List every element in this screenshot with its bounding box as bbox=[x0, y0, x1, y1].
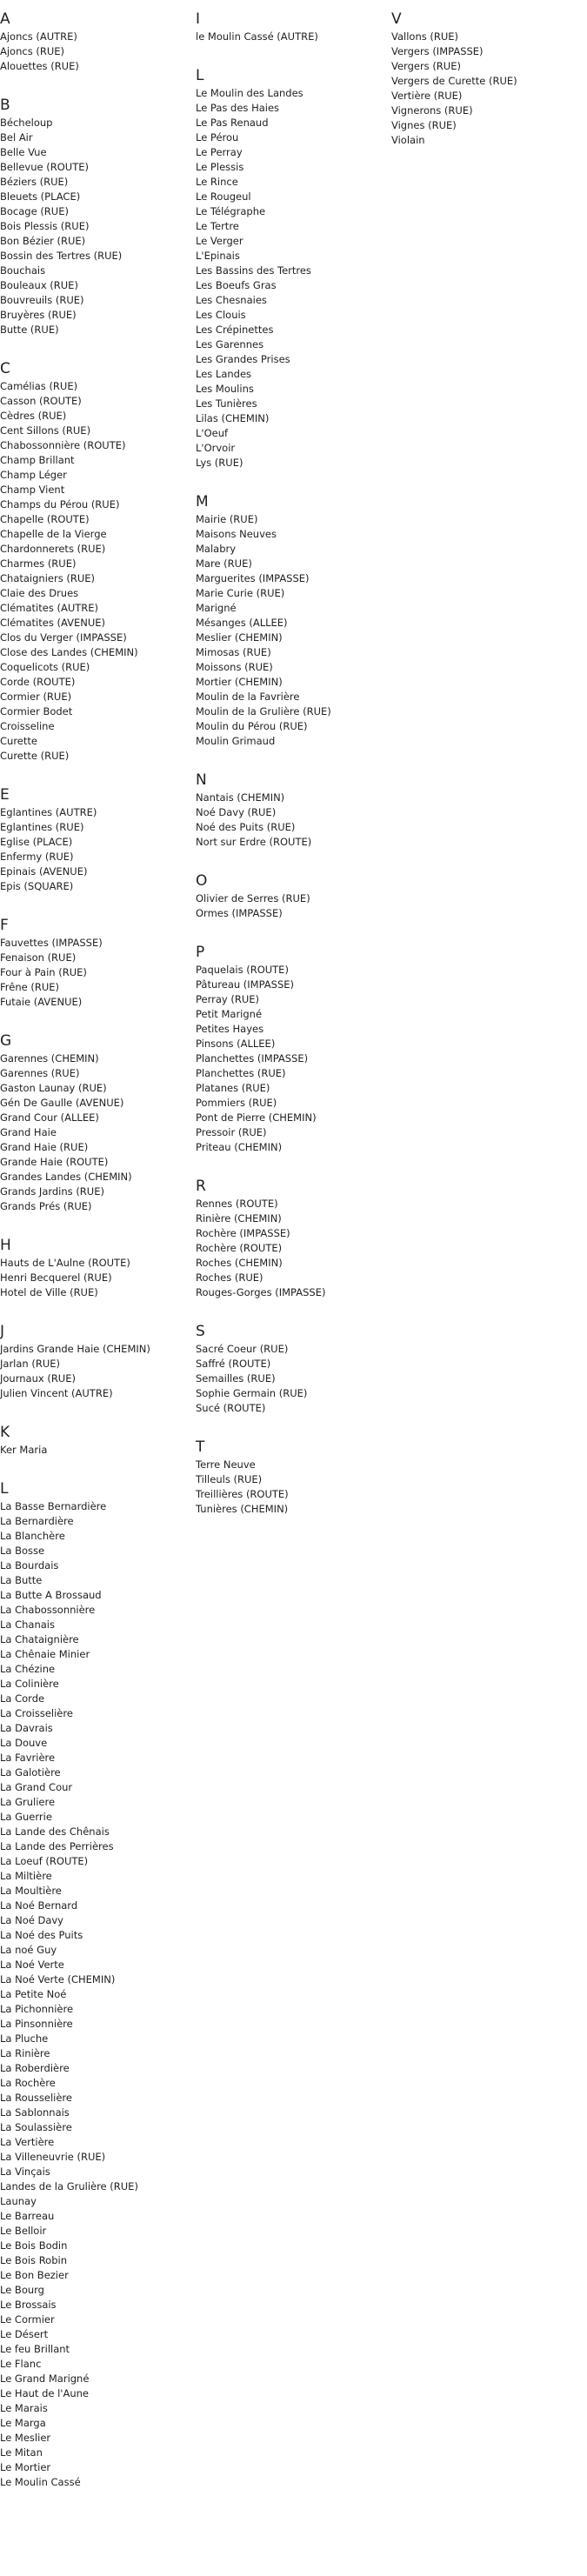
street-link[interactable]: La Pichonnière bbox=[0, 2003, 74, 2015]
street-list bbox=[0, 936, 196, 1010]
letter-section bbox=[0, 1424, 196, 1458]
street-link[interactable]: Le Plessis bbox=[196, 161, 244, 173]
street-list bbox=[196, 791, 391, 850]
letter-section bbox=[0, 1480, 196, 2490]
street-link[interactable]: Le Bon Bezier bbox=[0, 2269, 69, 2281]
section-letter-heading: K bbox=[0, 1424, 10, 1441]
street-link[interactable]: Bossin des Tertres (RUE) bbox=[0, 250, 123, 262]
street-link[interactable]: La Davrais bbox=[0, 1722, 53, 1734]
letter-section bbox=[196, 67, 391, 470]
street-list bbox=[0, 1256, 196, 1300]
street-link[interactable]: Les Crépinettes bbox=[196, 324, 274, 336]
street-link[interactable]: Ajoncs (RUE) bbox=[0, 45, 65, 57]
street-link[interactable]: La Noé Verte bbox=[0, 1959, 64, 1971]
letter-section bbox=[391, 10, 587, 148]
street-link[interactable]: Vergers (IMPASSE) bbox=[391, 45, 484, 57]
street-link[interactable]: Eglantines (RUE) bbox=[0, 821, 84, 833]
street-link[interactable]: Violain bbox=[391, 134, 425, 146]
street-link[interactable]: La Butte bbox=[0, 1574, 43, 1586]
street-link[interactable]: Clématites (AVENUE) bbox=[0, 617, 106, 629]
street-link[interactable]: Bleuets (PLACE) bbox=[0, 190, 81, 203]
street-link[interactable]: Garennes (CHEMIN) bbox=[0, 1052, 99, 1064]
street-link[interactable]: Launay bbox=[0, 2195, 37, 2207]
street-link[interactable]: Cent Sillons (RUE) bbox=[0, 424, 91, 437]
street-link[interactable]: Cormier Bodet bbox=[0, 705, 73, 717]
street-link[interactable]: Planchettes (RUE) bbox=[196, 1067, 286, 1079]
street-index-column-3 bbox=[391, 10, 587, 170]
street-link[interactable]: Chardonnerets (RUE) bbox=[0, 543, 106, 555]
street-link[interactable]: Les Boeufs Gras bbox=[196, 279, 277, 291]
street-list bbox=[0, 116, 196, 337]
street-link[interactable]: Mare (RUE) bbox=[196, 557, 252, 570]
street-link[interactable]: Pinsons (ALLEE) bbox=[196, 1038, 276, 1050]
street-link[interactable]: Ajoncs (AUTRE) bbox=[0, 30, 77, 43]
street-link[interactable]: La Gruliere bbox=[0, 1796, 56, 1808]
section-letter-heading: R bbox=[196, 1178, 206, 1195]
street-link[interactable]: Enfermy (RUE) bbox=[0, 851, 74, 863]
street-link[interactable]: Hauts de L'Aulne (ROUTE) bbox=[0, 1257, 130, 1269]
street-link[interactable]: Epinais (AVENUE) bbox=[0, 865, 88, 878]
street-link[interactable]: La Chabossonnière bbox=[0, 1604, 96, 1616]
street-link[interactable]: Pressoir (RUE) bbox=[196, 1126, 267, 1138]
street-link[interactable]: La Pinsonnière bbox=[0, 2018, 73, 2030]
street-link[interactable]: Camélias (RUE) bbox=[0, 380, 78, 392]
street-link[interactable]: Perray (RUE) bbox=[196, 993, 260, 1005]
street-link[interactable]: Béziers (RUE) bbox=[0, 176, 69, 188]
street-link[interactable]: La Vinçais bbox=[0, 2166, 50, 2178]
street-link[interactable]: Gén De Gaulle (AVENUE) bbox=[0, 1097, 124, 1109]
street-link[interactable]: La Sablonnais bbox=[0, 2106, 70, 2119]
section-letter-heading: V bbox=[391, 10, 402, 28]
street-link[interactable]: La Lande des Chênais bbox=[0, 1825, 110, 1838]
street-link[interactable]: Lilas (CHEMIN) bbox=[196, 412, 270, 424]
street-link[interactable]: Bruyères (RUE) bbox=[0, 309, 77, 321]
street-link[interactable]: Mimosas (RUE) bbox=[196, 646, 271, 658]
street-link[interactable]: Treillières (ROUTE) bbox=[196, 1488, 289, 1500]
street-link[interactable]: La Favrière bbox=[0, 1752, 56, 1764]
street-link[interactable]: Priteau (CHEMIN) bbox=[196, 1141, 283, 1153]
street-link[interactable]: La Butte A Brossaud bbox=[0, 1589, 102, 1601]
street-link[interactable]: La Noé des Puits bbox=[0, 1929, 83, 1941]
street-link[interactable]: La Lande des Perrières bbox=[0, 1840, 114, 1852]
street-link[interactable]: L'Epinais bbox=[196, 250, 240, 262]
street-link[interactable]: Croisseline bbox=[0, 720, 55, 732]
street-link[interactable]: La Bosse bbox=[0, 1545, 45, 1557]
street-link[interactable]: La Colinière bbox=[0, 1678, 59, 1690]
letter-section bbox=[0, 1032, 196, 1214]
street-link[interactable]: Hotel de Ville (RUE) bbox=[0, 1286, 98, 1298]
street-link[interactable]: Chabossonnière (ROUTE) bbox=[0, 439, 126, 451]
street-link[interactable]: Moulin du Pérou (RUE) bbox=[196, 720, 308, 732]
section-letter-heading: C bbox=[0, 360, 10, 377]
street-link[interactable]: La Pluche bbox=[0, 2032, 49, 2045]
street-list bbox=[196, 1342, 391, 1416]
street-link[interactable]: Le Haut de l'Aune bbox=[0, 2387, 89, 2399]
street-link[interactable]: La Corde bbox=[0, 1692, 45, 1705]
street-link[interactable]: La Chanais bbox=[0, 1618, 55, 1631]
street-link[interactable]: La Chênaie Minier bbox=[0, 1648, 90, 1660]
street-link[interactable]: Paquelais (ROUTE) bbox=[196, 964, 289, 976]
street-link[interactable]: Planchettes (IMPASSE) bbox=[196, 1052, 309, 1064]
street-link[interactable]: Claie des Drues bbox=[0, 587, 79, 599]
street-link[interactable]: Le Rince bbox=[196, 176, 238, 188]
letter-section bbox=[0, 917, 196, 1010]
street-link[interactable]: Grand Haie bbox=[0, 1126, 57, 1138]
street-link[interactable]: Les Garennes bbox=[196, 338, 264, 350]
street-link[interactable]: Le Bois Bodin bbox=[0, 2239, 68, 2252]
street-link[interactable]: Pont de Pierre (CHEMIN) bbox=[196, 1111, 317, 1124]
street-link[interactable]: La Blanchère bbox=[0, 1530, 65, 1542]
street-link[interactable]: La Noé Verte (CHEMIN) bbox=[0, 1973, 116, 1985]
street-link[interactable]: Champ Brillant bbox=[0, 454, 75, 466]
street-link[interactable]: Le Mitan bbox=[0, 2446, 43, 2459]
street-link[interactable]: Clos du Verger (IMPASSE) bbox=[0, 631, 127, 644]
letter-section bbox=[196, 1438, 391, 1517]
street-list bbox=[0, 1499, 196, 2490]
street-link[interactable]: L'Oeuf bbox=[196, 427, 229, 439]
street-link[interactable]: Les Tunières bbox=[196, 397, 257, 410]
street-link[interactable]: Ormes (IMPASSE) bbox=[196, 907, 283, 919]
street-link[interactable]: Futaie (AVENUE) bbox=[0, 996, 83, 1008]
street-link[interactable]: Grande Haie (ROUTE) bbox=[0, 1156, 109, 1168]
street-link[interactable]: Bouchais bbox=[0, 264, 46, 277]
letter-section bbox=[0, 1237, 196, 1300]
street-link[interactable]: Rennes (ROUTE) bbox=[196, 1198, 278, 1210]
section-letter-heading: M bbox=[196, 493, 209, 511]
street-link[interactable]: Bécheloup bbox=[0, 117, 53, 129]
street-link[interactable]: Cèdres (RUE) bbox=[0, 410, 67, 422]
street-link[interactable]: Le Moulin des Landes bbox=[196, 87, 304, 99]
street-link[interactable]: Semailles (RUE) bbox=[196, 1372, 276, 1385]
section-letter-heading: E bbox=[0, 786, 10, 804]
street-link[interactable]: Curette (RUE) bbox=[0, 750, 70, 762]
street-list bbox=[0, 1051, 196, 1214]
street-link[interactable]: Nantais (CHEMIN) bbox=[196, 791, 285, 804]
street-link[interactable]: Gaston Launay (RUE) bbox=[0, 1082, 107, 1094]
street-link[interactable]: Epis (SQUARE) bbox=[0, 880, 74, 892]
letter-section bbox=[0, 360, 196, 764]
street-link[interactable]: Frêne (RUE) bbox=[0, 981, 59, 993]
section-letter-heading: F bbox=[0, 917, 9, 934]
street-link[interactable]: Mortier (CHEMIN) bbox=[196, 676, 283, 688]
street-link[interactable]: Chapelle (ROUTE) bbox=[0, 513, 90, 525]
street-list bbox=[0, 30, 196, 74]
street-link[interactable]: Le Marais bbox=[0, 2402, 48, 2414]
street-link[interactable]: Champs du Pérou (RUE) bbox=[0, 498, 120, 511]
street-link[interactable]: Le feu Brillant bbox=[0, 2343, 70, 2355]
street-link[interactable]: La Rousselière bbox=[0, 2092, 72, 2104]
street-link[interactable]: Le Verger bbox=[196, 235, 243, 247]
letter-section bbox=[196, 10, 391, 44]
street-link[interactable]: Bocage (RUE) bbox=[0, 205, 69, 217]
street-link[interactable]: La Galotière bbox=[0, 1766, 61, 1779]
street-link[interactable]: Platanes (RUE) bbox=[196, 1082, 270, 1094]
street-link[interactable]: La Chataignière bbox=[0, 1633, 79, 1645]
street-link[interactable]: Maisons Neuves bbox=[196, 528, 277, 540]
street-link[interactable]: La Croisselière bbox=[0, 1707, 73, 1719]
street-link[interactable]: L'Orvoir bbox=[196, 442, 236, 454]
street-link[interactable]: Mésanges (ALLEE) bbox=[196, 617, 288, 629]
street-link[interactable]: La noé Guy bbox=[0, 1944, 57, 1956]
street-link[interactable]: Tilleuls (RUE) bbox=[196, 1473, 263, 1485]
street-link[interactable]: Rochère (IMPASSE) bbox=[196, 1227, 290, 1239]
street-link[interactable]: Eglise (PLACE) bbox=[0, 836, 73, 848]
street-link[interactable]: Mairie (RUE) bbox=[196, 513, 258, 525]
street-link[interactable]: Le Brossais bbox=[0, 2299, 57, 2311]
street-link[interactable]: La Douve bbox=[0, 1737, 48, 1749]
street-list bbox=[196, 86, 391, 470]
street-link[interactable]: Marigné bbox=[196, 602, 237, 614]
street-link[interactable]: Moulin Grimaud bbox=[196, 735, 276, 747]
street-link[interactable]: Bouvreuils (RUE) bbox=[0, 294, 84, 306]
street-link[interactable]: Jarlan (RUE) bbox=[0, 1358, 60, 1370]
section-letter-heading: L bbox=[0, 1480, 9, 1498]
street-list bbox=[196, 1197, 391, 1300]
street-list bbox=[0, 805, 196, 894]
street-link[interactable]: Eglantines (AUTRE) bbox=[0, 806, 97, 818]
street-link[interactable]: Champ Léger bbox=[0, 469, 67, 481]
street-link[interactable]: Le Perray bbox=[196, 146, 243, 158]
street-link[interactable]: Le Pas des Haies bbox=[196, 102, 280, 114]
street-link[interactable]: La Moultière bbox=[0, 1885, 62, 1897]
street-link[interactable]: La Basse Bernardière bbox=[0, 1500, 107, 1512]
street-link[interactable]: La Roberdière bbox=[0, 2062, 70, 2074]
street-link[interactable]: Grands Jardins (RUE) bbox=[0, 1185, 104, 1198]
street-link[interactable]: Cormier (RUE) bbox=[0, 691, 72, 703]
street-link[interactable]: Belle Vue bbox=[0, 146, 47, 158]
letter-section bbox=[196, 944, 391, 1155]
street-link[interactable]: Grandes Landes (CHEMIN) bbox=[0, 1171, 132, 1183]
street-link[interactable]: Marie Curie (RUE) bbox=[196, 587, 285, 599]
street-link[interactable]: Rouges-Gorges (IMPASSE) bbox=[196, 1286, 326, 1298]
street-link[interactable]: Sucé (ROUTE) bbox=[196, 1402, 266, 1414]
letter-section bbox=[0, 10, 196, 74]
street-link[interactable]: Rinière (CHEMIN) bbox=[196, 1212, 282, 1225]
street-link[interactable]: Nort sur Erdre (ROUTE) bbox=[196, 836, 312, 848]
street-list bbox=[196, 891, 391, 921]
letter-section bbox=[196, 771, 391, 850]
section-letter-heading: J bbox=[0, 1323, 5, 1340]
section-letter-heading: S bbox=[196, 1323, 205, 1340]
street-link[interactable]: Grand Cour (ALLEE) bbox=[0, 1111, 99, 1124]
street-link[interactable]: Marguerites (IMPASSE) bbox=[196, 572, 310, 584]
street-link[interactable]: Meslier (CHEMIN) bbox=[196, 631, 283, 644]
street-link[interactable]: Vignerons (RUE) bbox=[391, 104, 473, 117]
street-link[interactable]: Le Désert bbox=[0, 2328, 49, 2340]
street-list bbox=[196, 512, 391, 749]
street-link[interactable]: La Noé Bernard bbox=[0, 1899, 78, 1912]
street-link[interactable]: Noé Davy (RUE) bbox=[196, 806, 277, 818]
street-link[interactable]: Butte (RUE) bbox=[0, 324, 59, 336]
street-link[interactable]: Le Belloir bbox=[0, 2225, 47, 2237]
street-link[interactable]: Landes de la Grulière (RUE) bbox=[0, 2180, 138, 2192]
street-link[interactable]: Le Bois Robin bbox=[0, 2254, 67, 2266]
street-link[interactable]: Clématites (AUTRE) bbox=[0, 602, 99, 614]
street-link[interactable]: Malabry bbox=[196, 543, 237, 555]
street-link[interactable]: Roches (CHEMIN) bbox=[196, 1257, 283, 1269]
section-letter-heading: G bbox=[0, 1032, 12, 1050]
street-link[interactable]: Le Mortier bbox=[0, 2461, 51, 2473]
street-link[interactable]: Moulin de la Grulière (RUE) bbox=[196, 705, 331, 717]
street-link[interactable]: Les Moulins bbox=[196, 383, 254, 395]
street-link[interactable]: Petit Marigné bbox=[196, 1008, 263, 1020]
letter-section bbox=[196, 1323, 391, 1416]
section-letter-heading: I bbox=[196, 10, 201, 28]
street-link[interactable]: Pommiers (RUE) bbox=[196, 1097, 277, 1109]
letter-section bbox=[0, 1323, 196, 1401]
street-list bbox=[196, 1458, 391, 1517]
street-link[interactable]: Les Landes bbox=[196, 368, 252, 380]
street-link[interactable]: Le Moulin Cassé bbox=[0, 2476, 81, 2488]
section-letter-heading: B bbox=[0, 97, 10, 114]
letter-section bbox=[196, 1178, 391, 1300]
street-link[interactable]: Curette bbox=[0, 735, 37, 747]
street-link[interactable]: Chapelle de la Vierge bbox=[0, 528, 107, 540]
street-list bbox=[0, 1443, 196, 1458]
street-link[interactable]: Le Cormier bbox=[0, 2313, 55, 2326]
street-link[interactable]: Le Rougeul bbox=[196, 190, 251, 203]
street-link[interactable]: Vergers de Curette (RUE) bbox=[391, 75, 517, 87]
street-link[interactable]: Julien Vincent (AUTRE) bbox=[0, 1387, 113, 1399]
street-link[interactable]: Grand Haie (RUE) bbox=[0, 1141, 89, 1153]
street-link[interactable]: La Rinière bbox=[0, 2047, 50, 2059]
street-link[interactable]: Le Meslier bbox=[0, 2432, 51, 2444]
street-link[interactable]: La Grand Cour bbox=[0, 1781, 73, 1793]
street-link[interactable]: Roches (RUE) bbox=[196, 1271, 263, 1284]
street-link[interactable]: Bois Plessis (RUE) bbox=[0, 220, 90, 232]
street-link[interactable]: Petites Hayes bbox=[196, 1023, 264, 1035]
street-link[interactable]: Close des Landes (CHEMIN) bbox=[0, 646, 138, 658]
street-link[interactable]: Sophie Germain (RUE) bbox=[196, 1387, 308, 1399]
street-link[interactable]: Pâtureau (IMPASSE) bbox=[196, 978, 295, 991]
street-link[interactable]: Vallons (RUE) bbox=[391, 30, 459, 43]
street-link[interactable]: Fauvettes (IMPASSE) bbox=[0, 937, 103, 949]
street-link[interactable]: Coquelicots (RUE) bbox=[0, 661, 90, 673]
letter-section bbox=[0, 786, 196, 894]
street-link[interactable]: Le Flanc bbox=[0, 2358, 42, 2370]
street-link[interactable]: Vergers (RUE) bbox=[391, 60, 461, 72]
street-link[interactable]: Rochère (ROUTE) bbox=[196, 1242, 283, 1254]
street-link[interactable]: Henri Becquerel (RUE) bbox=[0, 1271, 112, 1284]
section-letter-heading: N bbox=[196, 771, 207, 789]
street-link[interactable]: La Guerrie bbox=[0, 1811, 52, 1823]
street-link[interactable]: Le Barreau bbox=[0, 2210, 55, 2222]
street-link[interactable]: Four à Pain (RUE) bbox=[0, 966, 87, 978]
street-link[interactable]: Chataigniers (RUE) bbox=[0, 572, 95, 584]
street-link[interactable]: Ker Maria bbox=[0, 1444, 48, 1456]
section-letter-heading: L bbox=[196, 67, 204, 84]
street-link[interactable]: La Petite Noé bbox=[0, 1988, 67, 2000]
street-link[interactable]: Bon Bézier (RUE) bbox=[0, 235, 86, 247]
street-link[interactable]: Les Grandes Prises bbox=[196, 353, 290, 365]
street-link[interactable]: Garennes (RUE) bbox=[0, 1067, 80, 1079]
street-link[interactable]: Champ Vient bbox=[0, 484, 65, 496]
street-link[interactable]: Le Tertre bbox=[196, 220, 239, 232]
section-letter-heading: P bbox=[196, 944, 205, 961]
street-link[interactable]: Le Grand Marigné bbox=[0, 2372, 90, 2385]
street-link[interactable]: La Soulassière bbox=[0, 2121, 72, 2133]
street-link[interactable]: Olivier de Serres (RUE) bbox=[196, 892, 310, 904]
street-link[interactable]: Le Télégraphe bbox=[196, 205, 266, 217]
street-link[interactable]: Vignes (RUE) bbox=[391, 119, 457, 131]
section-letter-heading: T bbox=[196, 1438, 205, 1456]
street-list bbox=[196, 30, 391, 44]
section-letter-heading: A bbox=[0, 10, 10, 28]
street-link[interactable]: Corde (ROUTE) bbox=[0, 676, 76, 688]
street-link[interactable]: Le Pérou bbox=[196, 131, 239, 143]
street-link[interactable]: La Bernardière bbox=[0, 1515, 74, 1527]
street-link[interactable]: Terre Neuve bbox=[196, 1458, 256, 1471]
street-link[interactable]: Bouleaux (RUE) bbox=[0, 279, 78, 291]
letter-section bbox=[0, 97, 196, 337]
street-link[interactable]: Le Pas Renaud bbox=[196, 117, 269, 129]
street-list bbox=[196, 963, 391, 1155]
street-link[interactable]: Saffré (ROUTE) bbox=[196, 1358, 271, 1370]
street-link[interactable]: Les Clouis bbox=[196, 309, 246, 321]
street-link[interactable]: Grands Prés (RUE) bbox=[0, 1200, 92, 1212]
street-link[interactable]: Bellevue (ROUTE) bbox=[0, 161, 89, 173]
street-link[interactable]: Le Bourg bbox=[0, 2284, 44, 2296]
street-link[interactable]: Le Marga bbox=[0, 2417, 46, 2429]
street-link[interactable]: La Rochère bbox=[0, 2077, 56, 2089]
section-letter-heading: O bbox=[196, 872, 208, 890]
street-link[interactable]: Moulin de la Favrière bbox=[196, 691, 300, 703]
street-link[interactable]: Moissons (RUE) bbox=[196, 661, 273, 673]
street-link[interactable]: Tunières (CHEMIN) bbox=[196, 1503, 289, 1515]
street-link[interactable]: Sacré Coeur (RUE) bbox=[196, 1343, 289, 1355]
street-link[interactable]: Alouettes (RUE) bbox=[0, 60, 79, 72]
street-link[interactable]: Vertière (RUE) bbox=[391, 90, 463, 102]
street-link[interactable]: La Vertière bbox=[0, 2136, 55, 2148]
street-link[interactable]: La Villeneuvrie (RUE) bbox=[0, 2151, 106, 2163]
street-index-column-2 bbox=[196, 10, 391, 1539]
street-list bbox=[0, 379, 196, 764]
street-link[interactable]: La Bourdais bbox=[0, 1559, 59, 1572]
letter-section bbox=[196, 872, 391, 921]
street-link[interactable]: Les Bassins des Tertres bbox=[196, 264, 311, 277]
street-link[interactable]: Bel Air bbox=[0, 131, 33, 143]
street-link[interactable]: La Loeuf (ROUTE) bbox=[0, 1855, 89, 1867]
street-list bbox=[391, 30, 587, 148]
street-index-column-1 bbox=[0, 10, 196, 2513]
letter-section bbox=[196, 493, 391, 749]
street-link[interactable]: Lys (RUE) bbox=[196, 457, 243, 469]
street-link[interactable]: Journaux (RUE) bbox=[0, 1372, 76, 1385]
street-link[interactable]: La Chézine bbox=[0, 1663, 56, 1675]
street-link[interactable]: La Miltière bbox=[0, 1870, 52, 1882]
street-link[interactable]: Jardins Grande Haie (CHEMIN) bbox=[0, 1343, 150, 1355]
street-link[interactable]: Noé des Puits (RUE) bbox=[196, 821, 296, 833]
street-link[interactable]: Casson (ROUTE) bbox=[0, 395, 82, 407]
street-link[interactable]: Fenaison (RUE) bbox=[0, 951, 77, 964]
street-list bbox=[0, 1342, 196, 1401]
street-link[interactable]: le Moulin Cassé (AUTRE) bbox=[196, 30, 318, 43]
section-letter-heading: H bbox=[0, 1237, 11, 1254]
street-link[interactable]: La Noé Davy bbox=[0, 1914, 63, 1926]
street-link[interactable]: Les Chesnaies bbox=[196, 294, 267, 306]
street-link[interactable]: Charmes (RUE) bbox=[0, 557, 77, 570]
